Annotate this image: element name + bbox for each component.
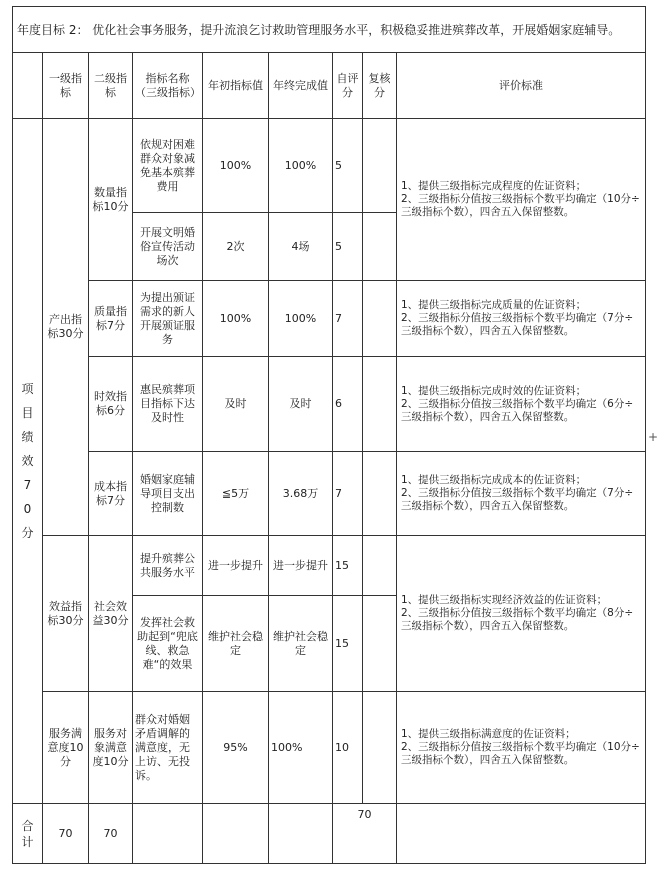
evaluation-criteria: 1、提供三级指标完成成本的佐证资料； 2、三级指标分值按三级指标个数平均确定（7分÷三级指标个数），四舍五入保留整数。 bbox=[397, 452, 646, 536]
performance-table bbox=[12, 6, 646, 864]
self-score: 15 bbox=[333, 536, 363, 596]
final-value: 4场 bbox=[269, 213, 333, 281]
header-level2: 二级指标 bbox=[89, 53, 133, 119]
total-level1: 70 bbox=[43, 804, 89, 864]
project-performance-cell bbox=[13, 119, 43, 804]
annual-goal: 年度目标 2： 优化社会事务服务，提升流浪乞讨救助管理服务水平，积极稳妥推进殡葬改革，开展婚姻家庭辅导。 bbox=[13, 7, 646, 53]
initial-value: 2次 bbox=[203, 213, 269, 281]
header-initial: 年初指标值 bbox=[203, 53, 269, 119]
quality-indicator: 质量指标7分 bbox=[89, 281, 133, 357]
indicator-name: 为提出颁证需求的新人开展颁证服务 bbox=[133, 281, 203, 357]
indicator-name: 婚姻家庭辅导项目支出控制数 bbox=[133, 452, 203, 536]
header-final: 年终完成值 bbox=[269, 53, 333, 119]
initial-value: 95% bbox=[203, 692, 269, 804]
self-score: 6 bbox=[333, 357, 363, 452]
indicator-name: 依规对困难群众对象减免基本殡葬费用 bbox=[133, 119, 203, 213]
self-score: 5 bbox=[333, 213, 363, 281]
quantity-indicator: 数量指标10分 bbox=[89, 119, 133, 281]
total-row bbox=[13, 804, 646, 864]
timeliness-indicator: 时效指标6分 bbox=[89, 357, 133, 452]
initial-value: 及时 bbox=[203, 357, 269, 452]
header-name: 指标名称（三级指标） bbox=[133, 53, 203, 119]
service-satisfaction-indicator: 服务对象满意度10分 bbox=[89, 692, 133, 804]
header-review-score: 复核分 bbox=[363, 53, 397, 119]
final-value: 3.68万 bbox=[269, 452, 333, 536]
final-value: 100% bbox=[269, 692, 333, 804]
satisfaction-indicator: 服务满意度10分 bbox=[43, 692, 89, 804]
table-row bbox=[13, 452, 646, 536]
project-performance-label: 项目绩效70分 bbox=[21, 382, 34, 540]
header-criteria: 评价标准 bbox=[397, 53, 646, 119]
evaluation-criteria: 1、提供三级指标满意度的佐证资料； 2、三级指标分值按三级指标个数平均确定（10分÷三级指标个数），四舍五入保留整数。 bbox=[397, 692, 646, 804]
review-score bbox=[363, 213, 397, 281]
total-label bbox=[13, 804, 43, 864]
evaluation-criteria: 1、提供三级指标实现经济效益的佐证资料； 2、三级指标分值按三级指标个数平均确定（8分÷三级指标个数），四舍五入保留整数。 bbox=[397, 536, 646, 692]
self-score: 7 bbox=[333, 281, 363, 357]
initial-value: 100% bbox=[203, 119, 269, 213]
self-score: 15 bbox=[333, 596, 363, 692]
final-value: 100% bbox=[269, 281, 333, 357]
self-score: 5 bbox=[333, 119, 363, 213]
initial-value: ≦5万 bbox=[203, 452, 269, 536]
indicator-name: 惠民殡葬项目指标下达及时性 bbox=[133, 357, 203, 452]
header-row bbox=[13, 53, 646, 119]
initial-value: 进一步提升 bbox=[203, 536, 269, 596]
total-initial bbox=[203, 804, 269, 864]
review-score bbox=[363, 452, 397, 536]
total-label-text: 合计 bbox=[21, 818, 34, 849]
add-column-handle[interactable]: + bbox=[648, 430, 658, 444]
benefit-indicator: 效益指标30分 bbox=[43, 536, 89, 692]
total-criteria bbox=[397, 804, 646, 864]
table-row bbox=[13, 692, 646, 804]
review-score bbox=[363, 596, 397, 692]
total-level2: 70 bbox=[89, 804, 133, 864]
table-row bbox=[13, 536, 646, 596]
evaluation-criteria: 1、提供三级指标完成质量的佐证资料； 2、三级指标分值按三级指标个数平均确定（7分÷三级指标个数），四舍五入保留整数。 bbox=[397, 281, 646, 357]
initial-value: 100% bbox=[203, 281, 269, 357]
review-score bbox=[363, 281, 397, 357]
table-row bbox=[13, 119, 646, 213]
header-blank bbox=[13, 53, 43, 119]
total-self-score: 70 bbox=[333, 804, 397, 864]
self-score: 10 bbox=[333, 692, 363, 804]
review-score bbox=[363, 119, 397, 213]
total-name bbox=[133, 804, 203, 864]
review-score bbox=[363, 536, 397, 596]
final-value: 及时 bbox=[269, 357, 333, 452]
cost-indicator: 成本指标7分 bbox=[89, 452, 133, 536]
final-value: 维护社会稳定 bbox=[269, 596, 333, 692]
header-level1: 一级指标 bbox=[43, 53, 89, 119]
review-score bbox=[363, 357, 397, 452]
indicator-name: 提升殡葬公共服务水平 bbox=[133, 536, 203, 596]
final-value: 进一步提升 bbox=[269, 536, 333, 596]
self-score: 7 bbox=[333, 452, 363, 536]
header-self-score: 自评分 bbox=[333, 53, 363, 119]
review-score bbox=[363, 692, 397, 804]
final-value: 100% bbox=[269, 119, 333, 213]
evaluation-criteria: 1、提供三级指标完成时效的佐证资料； 2、三级指标分值按三级指标个数平均确定（6分÷三级指标个数），四舍五入保留整数。 bbox=[397, 357, 646, 452]
indicator-name: 群众对婚姻矛盾调解的满意度，无上访、无投诉。 bbox=[133, 692, 203, 804]
table-row bbox=[13, 281, 646, 357]
indicator-name: 开展文明婚俗宣传活动场次 bbox=[133, 213, 203, 281]
total-final bbox=[269, 804, 333, 864]
output-indicator: 产出指标30分 bbox=[43, 119, 89, 536]
goal-row bbox=[13, 7, 646, 53]
indicator-name: 发挥社会救助起到“兜底线、救急难“的效果 bbox=[133, 596, 203, 692]
social-benefit-indicator: 社会效益30分 bbox=[89, 536, 133, 692]
evaluation-criteria: 1、提供三级指标完成程度的佐证资料； 2、三级指标分值按三级指标个数平均确定（10分÷三级指标个数），四舍五入保留整数。 bbox=[397, 119, 646, 281]
table-row bbox=[13, 357, 646, 452]
initial-value: 维护社会稳定 bbox=[203, 596, 269, 692]
